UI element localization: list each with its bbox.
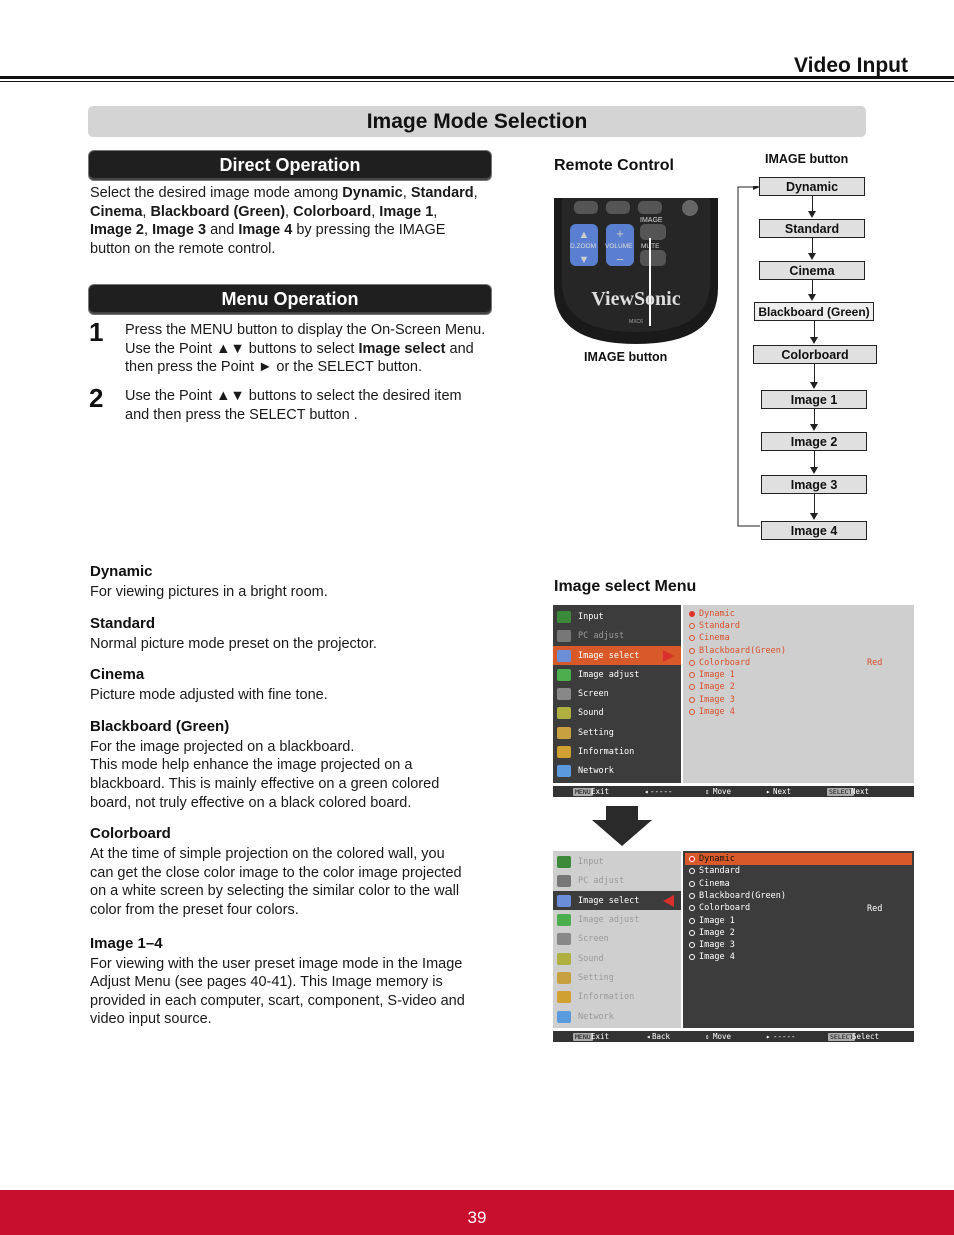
flow-arrow: [812, 238, 813, 254]
osd-colorboard-value: Red: [867, 658, 883, 668]
radio-icon: [689, 942, 695, 948]
radio-icon: [689, 918, 695, 924]
radio-icon: [689, 930, 695, 936]
osd-option-blackboard[interactable]: Blackboard(Green): [689, 645, 786, 657]
osd-option-cinema[interactable]: Cinema: [689, 878, 730, 890]
information-icon: [557, 991, 571, 1003]
screen-icon: [557, 688, 571, 700]
section-title: Image Mode Selection: [88, 106, 866, 137]
chapter-title: Video Input: [794, 54, 908, 77]
osd-option-dynamic[interactable]: Dynamic: [689, 853, 735, 865]
osd-main-menu-dim: [553, 851, 681, 1028]
flow-arrowhead: [810, 513, 818, 520]
flow-blackboard-green: Blackboard (Green): [754, 302, 874, 321]
osd-item-network[interactable]: Network: [553, 761, 681, 780]
osd-item-image-adjust[interactable]: Image adjust: [553, 910, 681, 929]
mode-text-colorboard: At the time of simple projection on the colored wall, you can get the close color image to the color image projected on a white screen by selecting the similar color to the wall color from the preset four colors.: [90, 846, 462, 918]
pointer-left-icon: [663, 895, 674, 907]
osd-option-image-3[interactable]: Image 3: [689, 694, 735, 706]
remote-volume-text: VOLUME: [605, 243, 633, 250]
remote-control-heading: Remote Control: [554, 157, 674, 174]
flow-dynamic: Dynamic: [759, 177, 865, 196]
osd-item-setting[interactable]: Setting: [553, 723, 681, 742]
mode-descriptions: [90, 563, 520, 1029]
image-button-label-top: IMAGE button: [765, 152, 849, 166]
step-2-number: 2: [89, 383, 104, 413]
remote-brand-logo: ViewSonic: [591, 288, 681, 310]
pointer-right-icon: [663, 650, 674, 662]
flow-arrowhead: [810, 337, 818, 344]
mode-title-standard: Standard: [90, 614, 156, 632]
input-icon: [557, 856, 571, 868]
osd-option-image-2[interactable]: Image 2: [689, 681, 735, 693]
pc-adjust-icon: [557, 875, 571, 887]
sound-icon: [557, 953, 571, 965]
flow-image-1: Image 1: [761, 390, 867, 409]
svg-text:▼: ▼: [578, 254, 590, 266]
mode-title-image-1-4: Image 1–4: [90, 934, 163, 952]
radio-icon: [689, 697, 695, 703]
flow-arrowhead: [810, 424, 818, 431]
flow-arrow: [814, 409, 815, 425]
radio-icon: [689, 672, 695, 678]
pc-adjust-icon: [557, 630, 571, 642]
flow-colorboard: Colorboard: [753, 345, 877, 364]
remote-dzoom-text: D.ZOOM: [570, 243, 596, 250]
flow-arrow: [814, 364, 815, 383]
mode-text-image-1-4: For viewing with the user preset image mode in the Image Adjust Menu (see pages 40-41). This Image memory is provided in each computer, scart, component, S-video and video input source.: [90, 955, 465, 1028]
menu-operation-heading: Menu Operation: [88, 284, 492, 315]
radio-icon: [689, 709, 695, 715]
svg-text:▲: ▲: [578, 229, 590, 241]
step-1-number: 1: [89, 317, 104, 347]
svg-text:−: −: [616, 252, 624, 267]
flow-arrow: [814, 494, 815, 514]
mode-title-dynamic: Dynamic: [90, 563, 153, 580]
osd-item-screen[interactable]: Screen: [553, 929, 681, 948]
osd-option-image-2[interactable]: Image 2: [689, 927, 735, 939]
osd-item-image-select[interactable]: Image select: [553, 891, 681, 910]
osd-item-information[interactable]: Information: [553, 742, 681, 761]
osd-help-bar-1: MENU Exit ◂ ----- ⇕ Move ▸ Next SELECT Next: [553, 786, 914, 797]
image-adjust-icon: [557, 669, 571, 681]
osd-item-screen[interactable]: Screen: [553, 684, 681, 703]
flow-arrowhead: [810, 467, 818, 474]
osd-option-standard[interactable]: Standard: [689, 620, 740, 632]
radio-icon: [689, 660, 695, 666]
osd-option-image-4[interactable]: Image 4: [689, 706, 735, 718]
osd-item-information[interactable]: Information: [553, 987, 681, 1006]
radio-icon: [689, 954, 695, 960]
osd-item-input[interactable]: Input: [553, 607, 681, 626]
radio-icon: [689, 684, 695, 690]
setting-icon: [557, 972, 571, 984]
sound-icon: [557, 707, 571, 719]
flow-arrowhead: [808, 294, 816, 301]
step-1-text: Press the MENU button to display the On-Screen Menu. Use the Point ▲▼ buttons to select Image select and then press the Point ► or the SELECT button.: [125, 322, 486, 376]
image-button-label-bottom: IMAGE button: [584, 350, 668, 364]
osd-item-sound[interactable]: Sound: [553, 949, 681, 968]
osd-item-pc-adjust[interactable]: PC adjust: [553, 871, 681, 890]
network-icon: [557, 765, 571, 777]
osd-option-colorboard[interactable]: Colorboard: [689, 657, 750, 669]
flow-image-4: Image 4: [761, 521, 867, 540]
mode-text-standard: Normal picture mode preset on the projector.: [90, 635, 377, 652]
image-select-icon: [557, 650, 571, 662]
osd-option-image-3[interactable]: Image 3: [689, 939, 735, 951]
radio-icon: [689, 905, 695, 911]
radio-icon: [689, 648, 695, 654]
flow-arrowhead: [810, 382, 818, 389]
osd-colorboard-value: Red: [867, 904, 883, 914]
flow-standard: Standard: [759, 219, 865, 238]
image-select-menu-heading: Image select Menu: [554, 578, 697, 595]
remote-mute-text: MUTE: [641, 243, 660, 250]
flow-arrow: [812, 196, 813, 212]
osd-option-cinema[interactable]: Cinema: [689, 632, 730, 644]
flow-cinema: Cinema: [759, 261, 865, 280]
setting-icon: [557, 727, 571, 739]
header-rule-thin: [0, 81, 954, 82]
remote-model: MXC6: [629, 319, 643, 325]
flow-arrowhead: [808, 211, 816, 218]
osd-option-blackboard[interactable]: Blackboard(Green): [689, 890, 786, 902]
osd-help-bar-2: MENU Exit ◂ Back ⇕ Move ▸ ----- SELECT Select: [553, 1031, 914, 1042]
image-adjust-icon: [557, 914, 571, 926]
osd-option-dynamic[interactable]: Dynamic: [689, 608, 735, 620]
osd-item-input[interactable]: Input: [553, 852, 681, 871]
osd-submenu-active: [683, 851, 914, 1028]
flow-arrow: [812, 280, 813, 295]
page-number: 39: [467, 1208, 487, 1227]
osd-option-image-4[interactable]: Image 4: [689, 951, 735, 963]
radio-icon: [689, 635, 695, 641]
osd-item-image-select[interactable]: Image select: [553, 646, 681, 665]
input-icon: [557, 611, 571, 623]
mode-text-blackboard: For the image projected on a blackboard. This mode help enhance the image projected on a blackboard. This is mainly effective on a green colored board, not truly effective on a black colored board.: [90, 738, 440, 811]
osd-item-sound[interactable]: Sound: [553, 703, 681, 722]
image-select-icon: [557, 895, 571, 907]
screen-icon: [557, 933, 571, 945]
radio-icon: [689, 893, 695, 899]
osd-screen-2: [553, 851, 914, 1044]
osd-item-pc-adjust[interactable]: PC adjust: [553, 626, 681, 645]
osd-option-image-1[interactable]: Image 1: [689, 669, 735, 681]
mode-title-blackboard: Blackboard (Green): [90, 717, 230, 735]
direct-operation-heading: Direct Operation: [88, 150, 492, 181]
radio-icon: [689, 868, 695, 874]
svg-text:+: +: [616, 226, 624, 241]
osd-item-network[interactable]: Network: [553, 1007, 681, 1026]
mode-title-colorboard: Colorboard: [90, 825, 171, 843]
osd-main-menu: [553, 605, 681, 783]
information-icon: [557, 746, 571, 758]
step-2-text: Use the Point ▲▼ buttons to select the desired item and then press the SELECT button .: [125, 388, 462, 423]
osd-submenu: [683, 605, 914, 783]
down-arrow-icon: [592, 806, 652, 846]
remote-image-button-text: IMAGE: [640, 217, 663, 224]
mode-text-cinema: Picture mode adjusted with fine tone.: [90, 687, 328, 704]
radio-selected-icon: [689, 856, 695, 862]
direct-operation-text: Select the desired image mode among Dynamic, Standard, Cinema, Blackboard (Green), Colorboard, Image 1, Image 2, Image 3 and Image 4 by pressing the IMAGE button on the remote control.: [90, 185, 478, 257]
radio-selected-icon: [689, 611, 695, 617]
flow-arrow: [814, 321, 815, 338]
osd-option-standard[interactable]: Standard: [689, 865, 740, 877]
flow-image-2: Image 2: [761, 432, 867, 451]
osd-item-image-adjust[interactable]: Image adjust: [553, 665, 681, 684]
mode-text-dynamic: For viewing pictures in a bright room.: [90, 584, 328, 600]
osd-option-image-1[interactable]: Image 1: [689, 915, 735, 927]
mode-title-cinema: Cinema: [90, 666, 145, 684]
network-icon: [557, 1011, 571, 1023]
flow-arrowhead: [808, 253, 816, 260]
osd-item-setting[interactable]: Setting: [553, 968, 681, 987]
radio-icon: [689, 623, 695, 629]
radio-icon: [689, 881, 695, 887]
flow-arrow: [814, 451, 815, 468]
osd-option-colorboard[interactable]: Colorboard: [689, 902, 750, 914]
flow-image-3: Image 3: [761, 475, 867, 494]
osd-screen-1: [553, 605, 914, 798]
remote-control-illustration: [554, 198, 718, 344]
